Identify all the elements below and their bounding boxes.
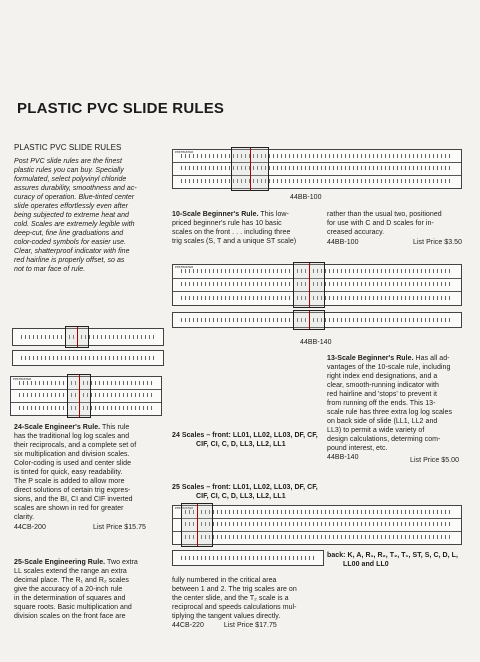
engineer-24-price: List Price $15.75 (93, 524, 146, 531)
slide-rule-10-scale-image: POSTMASTER (172, 149, 462, 189)
rule-10-model-caption: 44BB-100 (290, 194, 322, 201)
intro-line: Post PVC slide rules are the finest (14, 158, 122, 165)
intro-line: Clear, shatterproof indicator with fine (14, 248, 130, 255)
intro-line: plastic rules you can buy. Specially (14, 167, 124, 174)
engineer-25-text-col2: fully numbered in the critical area between 1 and 2. The trig scales are on the center slide, and the T₂ scale is a reciprocal and speeds calculations mul- tiplying the tangent values directly. 44CB-220 List Price $17.75 (172, 577, 297, 629)
beginner-10-text-col2: rather than the usual two, positioned for use with C and D scales for in- creased accuracy. (327, 211, 442, 236)
beginner-10-title: 10-Scale Beginner's Rule. (172, 211, 259, 218)
intro-line: deep-cut, fine line graduations and (14, 230, 124, 237)
engineer-24-title: 24-Scale Engineer's Rule. (14, 424, 101, 431)
beginner-13-model: 44BB-140 (327, 454, 359, 461)
intro-line: formulated, select polyvinyl chloride (14, 176, 127, 183)
intro-line: curacy of operation. Blue-tinted center (14, 194, 135, 201)
beginner-13-text: 13-Scale Beginner's Rule. Has all ad- vantages of the 10-scale rule, including right index end designations, and a clear, smooth-running indicator with red hairline and 'stops' to prevent it from running off the ends. This 13- scale rule has three extra log log scales on back side of slide (LL1, LL2 and LL3) to permit a wide variety of design calculations, determing com- pound interest, etc. (327, 355, 453, 452)
engineer-25-title: 25-Scale Engineering Rule. (14, 559, 106, 566)
intro-line: slide operates effortlessly even after (14, 203, 128, 210)
rule-13-model-caption: 44BB-140 (300, 339, 332, 346)
engineer-25-text: 25-Scale Engineering Rule. Two extra LL scales extend the range an extra decimal place. The R₁ and R₂ scales give the accuracy of a 20-inch rule in the determination of squares and square roots. Basic multiplication and division scales on the front face are (14, 559, 138, 620)
slide-rule-13-scale-back-image (172, 312, 462, 328)
intro-line: red hairline is properly offset, so as (14, 257, 125, 264)
page-title: PLASTIC PVC SLIDE RULES (17, 100, 225, 117)
slide-rule-left-image (12, 328, 164, 346)
intro-line: assures durability, smoothness and ac- (14, 185, 137, 192)
intro-text (14, 157, 164, 274)
beginner-10-price: List Price $3.50 (413, 239, 463, 246)
slide-rule-left-back-image (12, 350, 164, 366)
intro-heading: PLASTIC PVC SLIDE RULES (14, 143, 122, 152)
intro-line: being subjected to extreme heat and (14, 212, 129, 219)
intro-line: cold. Scales are extremely legible with (14, 221, 135, 228)
intro-line: color-coded symbols for easier use. (14, 239, 127, 246)
beginner-13-title: 13-Scale Beginner's Rule. (327, 355, 414, 362)
beginner-10-text: 10-Scale Beginner's Rule. This low- priced beginner's rule has 10 basic scales on the front . . . including three trig scales (S, T and a unique ST scale) (172, 211, 297, 245)
engineer-24-model: 44CB-200 (14, 524, 46, 531)
engineer-25-back-scales: back: K, A, R₁, R₂, T₂, T₁, ST, S, C, D, L, LL00 and LL0 (327, 552, 458, 568)
slide-rule-13-scale-image: POSTMASTER (172, 264, 462, 306)
engineer-24-scales: 24 Scales – front: LL01, LL02, LL03, DF, CF, CIF, CI, C, D, LL3, LL2, LL1 (172, 432, 318, 448)
beginner-13-price: List Price $5.00 (410, 457, 460, 464)
beginner-10-model: 44BB-100 (327, 239, 359, 246)
intro-line: not to mar face of rule. (14, 266, 86, 273)
slide-rule-24-scale-image: POSTMASTER (10, 376, 162, 416)
engineer-24-text: 24-Scale Engineer's Rule. This rule has the traditional log log scales and their reciprocals, and a complete set of six multiplication and division scales. Color-coding is used and center slide is tinted for quick, easy readability. The P scale is added to allow more direct solutions of certain trig expres- sions, and the BI, CI and CIF inverted scales are shown in red for greater clarity. (14, 424, 137, 521)
slide-rule-25-scale-back-image (172, 550, 324, 566)
engineer-25-scales: 25 Scales – front: LL01, LL02, LL03, DF, CF, CIF, CI, C, D, LL3, LL2, LL1 (172, 484, 318, 500)
slide-rule-25-scale-image: POSTMASTER (172, 505, 462, 545)
